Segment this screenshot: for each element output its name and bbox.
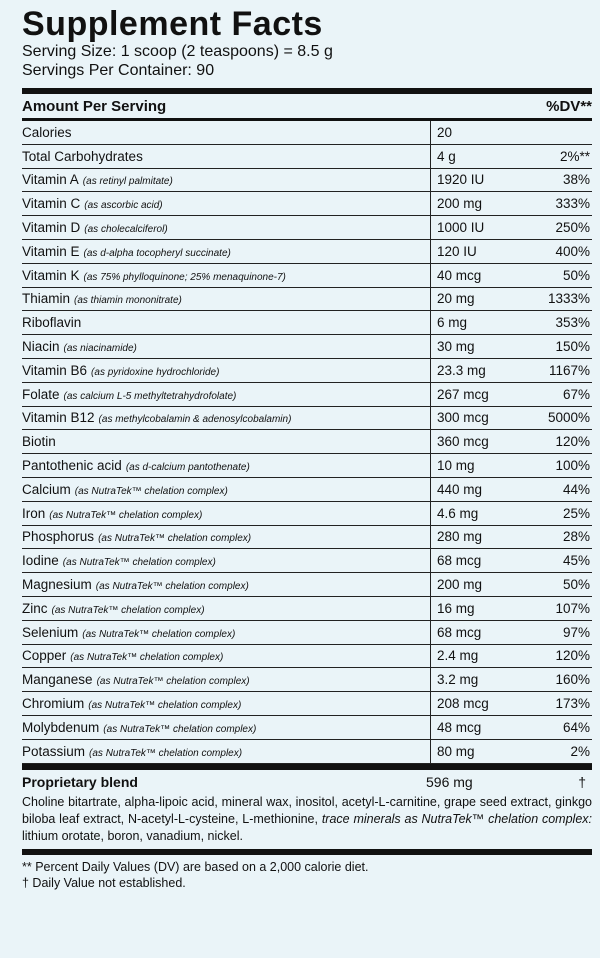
nutrient-amount: 280 mg — [430, 526, 542, 549]
nutrient-dv: 45% — [562, 553, 590, 569]
table-row — [22, 216, 592, 240]
nutrient-amount: 6 mg — [430, 311, 542, 334]
serving-size: Serving Size: 1 scoop (2 teaspoons) = 8.5 g — [22, 43, 333, 60]
nutrient-name — [22, 125, 430, 140]
nutrient-name — [22, 696, 430, 711]
nutrient-label: Iron — [22, 505, 46, 521]
table-row — [22, 288, 592, 312]
nutrient-name — [22, 577, 430, 592]
nutrient-source: (as calcium L-5 methyltetrahydrofolate) — [63, 390, 237, 402]
nutrient-dv: 2%** — [559, 148, 590, 164]
nutrient-dv: 64% — [562, 719, 590, 735]
nutrient-label: Vitamin A — [22, 172, 79, 188]
footnote-dv: ** Percent Daily Values (DV) are based on a 2,000 calorie diet. — [22, 859, 369, 874]
nutrient-name — [22, 625, 430, 640]
nutrient-name — [22, 244, 430, 259]
nutrient-label: Vitamin B6 — [22, 362, 88, 378]
dv-header-label: %DV** — [546, 97, 592, 115]
nutrient-amount: 30 mg — [430, 335, 542, 358]
footnote-dagger: † Daily Value not established. — [22, 875, 186, 890]
nutrient-label: Pantothenic acid — [22, 458, 122, 474]
nutrient-dv: 28% — [562, 529, 590, 545]
nutrient-source: (as niacinamide) — [63, 343, 137, 355]
nutrient-source: (as NutraTek™ chelation complex) — [96, 676, 250, 688]
nutrient-dv: 2% — [570, 743, 590, 759]
nutrient-name — [22, 434, 430, 449]
nutrient-dv: 100% — [555, 458, 590, 474]
nutrient-name — [22, 601, 430, 616]
table-row — [22, 145, 592, 169]
nutrient-label: Vitamin K — [22, 267, 80, 283]
nutrient-source: (as ascorbic acid) — [84, 200, 163, 212]
panel-title: Supplement Facts — [22, 5, 323, 43]
nutrient-source: (as cholecalciferol) — [84, 224, 168, 236]
nutrient-amount: 68 mcg — [430, 549, 542, 572]
table-row — [22, 311, 592, 335]
table-row — [22, 692, 592, 716]
table-row — [22, 407, 592, 431]
nutrient-dv: 160% — [555, 672, 590, 688]
nutrient-source: (as NutraTek™ chelation complex) — [51, 604, 205, 616]
nutrient-label: Potassium — [22, 743, 86, 759]
table-row — [22, 740, 592, 764]
nutrient-dv: 50% — [562, 267, 590, 283]
nutrient-name — [22, 410, 430, 425]
nutrient-name — [22, 268, 430, 283]
nutrient-source: (as methylcobalamin & adenosylcobalamin) — [98, 414, 292, 426]
nutrient-dv — [542, 121, 592, 144]
nutrient-name — [22, 196, 430, 211]
nutrient-amount: 16 mg — [430, 597, 542, 620]
nutrient-name — [22, 553, 430, 568]
nutrient-source: (as NutraTek™ chelation complex) — [49, 509, 203, 521]
nutrient-label: Phosphorus — [22, 529, 95, 545]
nutrient-label: Vitamin D — [22, 220, 81, 236]
nutrient-source: (as NutraTek™ chelation complex) — [62, 557, 216, 569]
nutrient-dv: 25% — [562, 505, 590, 521]
servings-per-container: Servings Per Container: 90 — [22, 62, 215, 79]
nutrient-label: Magnesium — [22, 577, 92, 593]
nutrient-label: Chromium — [22, 696, 85, 712]
table-row — [22, 192, 592, 216]
table-row — [22, 621, 592, 645]
nutrient-name — [22, 291, 430, 306]
nutrient-source: (as NutraTek™ chelation complex) — [70, 652, 224, 664]
table-row — [22, 668, 592, 692]
table-row — [22, 573, 592, 597]
nutrient-amount: 23.3 mg — [430, 359, 542, 382]
ingredients-italic-text: trace minerals as NutraTek™ chelation complex: — [321, 811, 592, 826]
nutrient-label: Zinc — [22, 600, 48, 616]
nutrient-source: (as thiamin mononitrate) — [74, 295, 182, 307]
nutrient-label: Vitamin E — [22, 243, 80, 259]
nutrient-source: (as NutraTek™ chelation complex) — [88, 700, 242, 712]
nutrient-label: Niacin — [22, 339, 60, 355]
nutrient-name — [22, 672, 430, 687]
nutrient-amount: 200 mg — [430, 573, 542, 596]
nutrient-label: Selenium — [22, 624, 79, 640]
nutrient-dv: 173% — [555, 696, 590, 712]
nutrient-source: (as NutraTek™ chelation complex) — [95, 581, 249, 593]
nutrient-label: Thiamin — [22, 291, 71, 307]
nutrient-amount: 20 mg — [430, 288, 542, 311]
supplement-facts-panel — [0, 6, 600, 958]
nutrient-amount: 267 mcg — [430, 383, 542, 406]
nutrient-name — [22, 720, 430, 735]
nutrient-label: Riboflavin — [22, 315, 82, 331]
nutrient-amount: 10 mg — [430, 454, 542, 477]
nutrient-label: Calories — [22, 124, 72, 140]
amount-header — [22, 94, 592, 118]
table-row — [22, 169, 592, 193]
table-row — [22, 549, 592, 573]
nutrient-dv: 50% — [562, 577, 590, 593]
table-row — [22, 502, 592, 526]
nutrient-dv: 44% — [562, 481, 590, 497]
table-row — [22, 359, 592, 383]
table-row — [22, 121, 592, 145]
table-row — [22, 383, 592, 407]
nutrient-label: Calcium — [22, 481, 71, 497]
nutrient-source: (as pyridoxine hydrochloride) — [91, 366, 220, 378]
nutrient-source: (as 75% phylloquinone; 25% menaquinone-7) — [83, 271, 286, 283]
nutrient-label: Iodine — [22, 553, 59, 569]
amount-per-serving-label: Amount Per Serving — [22, 97, 167, 115]
nutrient-name — [22, 529, 430, 544]
nutrient-name — [22, 458, 430, 473]
nutrient-label: Vitamin B12 — [22, 410, 95, 426]
nutrient-label: Total Carbohydrates — [22, 148, 143, 164]
nutrient-source: (as NutraTek™ chelation complex) — [98, 533, 252, 545]
nutrient-label: Manganese — [22, 672, 93, 688]
table-row — [22, 335, 592, 359]
table-row — [22, 478, 592, 502]
nutrient-dv: 1167% — [548, 362, 590, 378]
nutrient-amount: 2.4 mg — [430, 645, 542, 668]
nutrient-amount: 440 mg — [430, 478, 542, 501]
nutrient-name — [22, 220, 430, 235]
nutrient-source: (as d-calcium pantothenate) — [125, 462, 250, 474]
table-row — [22, 597, 592, 621]
proprietary-blend-row — [22, 770, 592, 794]
table-row — [22, 645, 592, 669]
nutrient-dv: 5000% — [547, 410, 590, 426]
table-row — [22, 526, 592, 550]
table-row — [22, 240, 592, 264]
nutrient-name — [22, 506, 430, 521]
nutrient-name — [22, 387, 430, 402]
nutrient-source: (as NutraTek™ chelation complex) — [89, 747, 243, 759]
nutrient-name — [22, 339, 430, 354]
ingredients-text: Choline bitartrate, alpha-lipoic acid, mineral wax, inositol, acetyl-L-carnitine, grape seed extract, ginkgo biloba leaf extract, N-acetyl-L-cysteine, L-methionine, — [22, 794, 592, 826]
nutrient-amount: 1920 IU — [430, 169, 542, 192]
blend-ingredients — [22, 794, 592, 849]
nutrient-amount: 1000 IU — [430, 216, 542, 239]
nutrient-amount: 4.6 mg — [430, 502, 542, 525]
nutrient-source: (as NutraTek™ chelation complex) — [82, 628, 236, 640]
nutrient-amount: 3.2 mg — [430, 668, 542, 691]
nutrient-amount: 48 mcg — [430, 716, 542, 739]
nutrient-dv: 107% — [555, 600, 590, 616]
nutrient-name — [22, 315, 430, 330]
nutrient-table — [22, 121, 592, 764]
nutrient-dv: 67% — [562, 386, 590, 402]
nutrient-dv: 1333% — [547, 291, 590, 307]
nutrient-name — [22, 363, 430, 378]
nutrient-name — [22, 744, 430, 759]
nutrient-amount: 20 — [430, 121, 542, 144]
nutrient-label: Biotin — [22, 434, 56, 450]
nutrient-dv: 333% — [555, 196, 590, 212]
table-row — [22, 716, 592, 740]
nutrient-amount: 200 mg — [430, 192, 542, 215]
nutrient-label: Copper — [22, 648, 67, 664]
nutrient-source: (as d-alpha tocopheryl succinate) — [83, 247, 231, 259]
blend-dv: † — [578, 773, 586, 790]
table-row — [22, 264, 592, 288]
nutrient-name — [22, 648, 430, 663]
table-row — [22, 454, 592, 478]
nutrient-amount: 80 mg — [430, 740, 542, 763]
nutrient-amount: 208 mcg — [430, 692, 542, 715]
nutrient-amount: 68 mcg — [430, 621, 542, 644]
nutrient-dv: 97% — [562, 624, 590, 640]
footnotes — [22, 855, 592, 891]
nutrient-dv: 353% — [555, 315, 590, 331]
table-row — [22, 430, 592, 454]
blend-name: Proprietary blend — [22, 773, 138, 790]
nutrient-amount: 40 mcg — [430, 264, 542, 287]
nutrient-dv: 400% — [555, 243, 590, 259]
nutrient-amount: 360 mcg — [430, 430, 542, 453]
nutrient-amount: 4 g — [430, 145, 542, 168]
nutrient-amount: 300 mcg — [430, 407, 542, 430]
nutrient-dv: 250% — [555, 220, 590, 236]
nutrient-label: Vitamin C — [22, 196, 81, 212]
nutrient-amount: 120 IU — [430, 240, 542, 263]
nutrient-dv: 120% — [555, 434, 590, 450]
nutrient-dv: 150% — [555, 339, 590, 355]
nutrient-label: Molybdenum — [22, 719, 100, 735]
blend-amount: 596 mg — [426, 773, 473, 790]
nutrient-source: (as retinyl palmitate) — [82, 176, 173, 188]
ingredients-tail-text: lithium orotate, boron, vanadium, nickel. — [22, 828, 243, 843]
nutrient-dv: 120% — [555, 648, 590, 664]
nutrient-label: Folate — [22, 386, 60, 402]
nutrient-source: (as NutraTek™ chelation complex) — [74, 485, 228, 497]
nutrient-name — [22, 482, 430, 497]
nutrient-name — [22, 149, 430, 164]
nutrient-dv: 38% — [562, 172, 590, 188]
nutrient-source: (as NutraTek™ chelation complex) — [103, 723, 257, 735]
nutrient-name — [22, 172, 430, 187]
